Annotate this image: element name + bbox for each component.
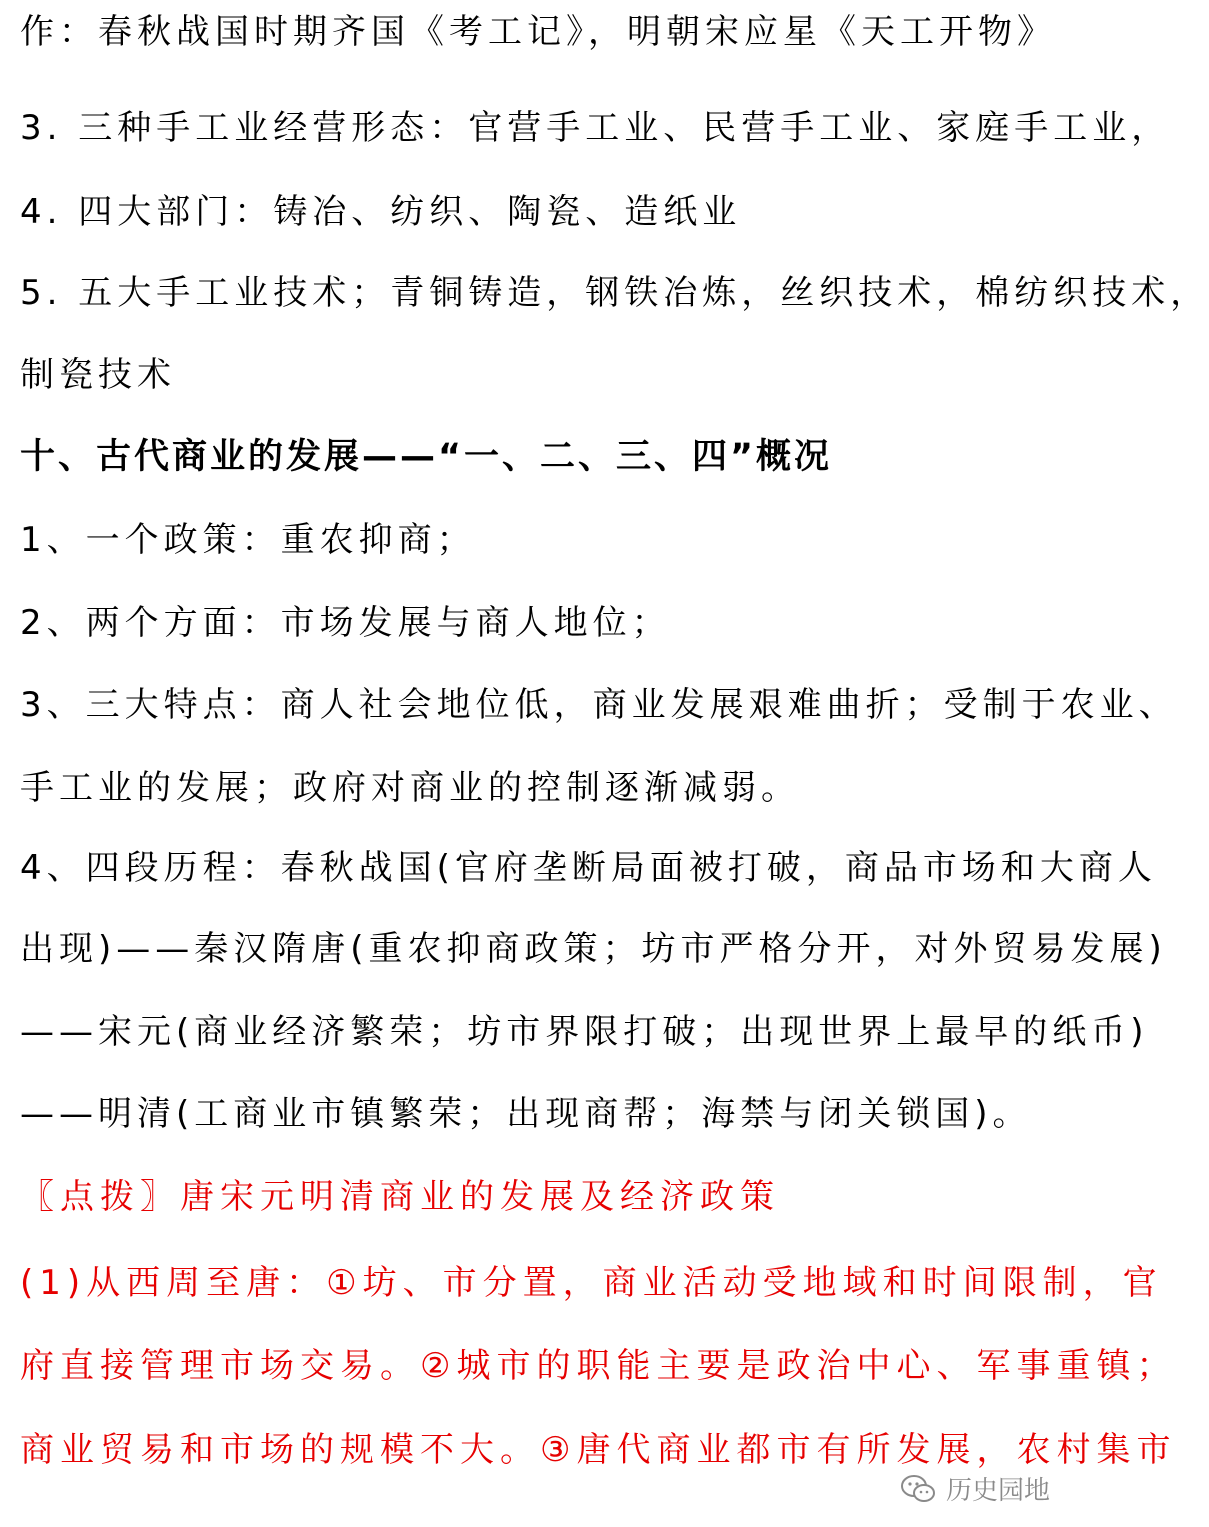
text-line-2: 3. 三种手工业经营形态：官营手工业、民营手工业、家庭手工业， — [20, 108, 1171, 148]
tip-line-1: (1)从西周至唐：①坊、市分置，商业活动受地域和时间限制，官 — [20, 1263, 1163, 1303]
wechat-icon — [900, 1474, 936, 1504]
text-line-4: 5. 五大手工业技术；青铜铸造，钢铁冶炼，丝织技术，棉纺织技术， — [20, 273, 1209, 313]
text-line-5: 制瓷技术 — [20, 355, 176, 395]
text-line-13: ——宋元(商业经济繁荣；坊市界限打破；出现世界上最早的纸币) — [20, 1012, 1149, 1052]
text-line-10: 手工业的发展；政府对商业的控制逐渐减弱。 — [20, 768, 800, 808]
section-heading: 十、古代商业的发展——“一、二、三、四”概况 — [20, 437, 833, 477]
text-line-8: 2、两个方面：市场发展与商人地位； — [20, 603, 671, 643]
watermark — [900, 1470, 1050, 1507]
watermark-text: 历史园地 — [945, 1476, 1050, 1506]
tip-heading: 〖点拨〗唐宋元明清商业的发展及经济政策 — [20, 1177, 780, 1217]
text-line-9: 3、三大特点：商人社会地位低，商业发展艰难曲折；受制于农业、 — [20, 685, 1178, 725]
tip-line-2: 府直接管理市场交易。②城市的职能主要是政治中心、军事重镇； — [20, 1346, 1177, 1386]
text-line-7: 1、一个政策：重农抑商； — [20, 520, 476, 560]
text-line-14: ——明清(工商业市镇繁荣；出现商帮；海禁与闭关锁国)。 — [20, 1094, 1032, 1134]
text-line-1: 作：春秋战国时期齐国《考工记》，明朝宋应星《天工开物》 — [20, 12, 1056, 52]
text-line-3: 4. 四大部门：铸冶、纺织、陶瓷、造纸业 — [20, 192, 742, 232]
tip-line-3: 商业贸易和市场的规模不大。③唐代商业都市有所发展，农村集市 — [20, 1430, 1177, 1470]
text-line-12: 出现)——秦汉隋唐(重农抑商政策；坊市严格分开，对外贸易发展) — [20, 929, 1167, 969]
text-line-11: 4、四段历程：春秋战国(官府垄断局面被打破，商品市场和大商人 — [20, 848, 1157, 888]
